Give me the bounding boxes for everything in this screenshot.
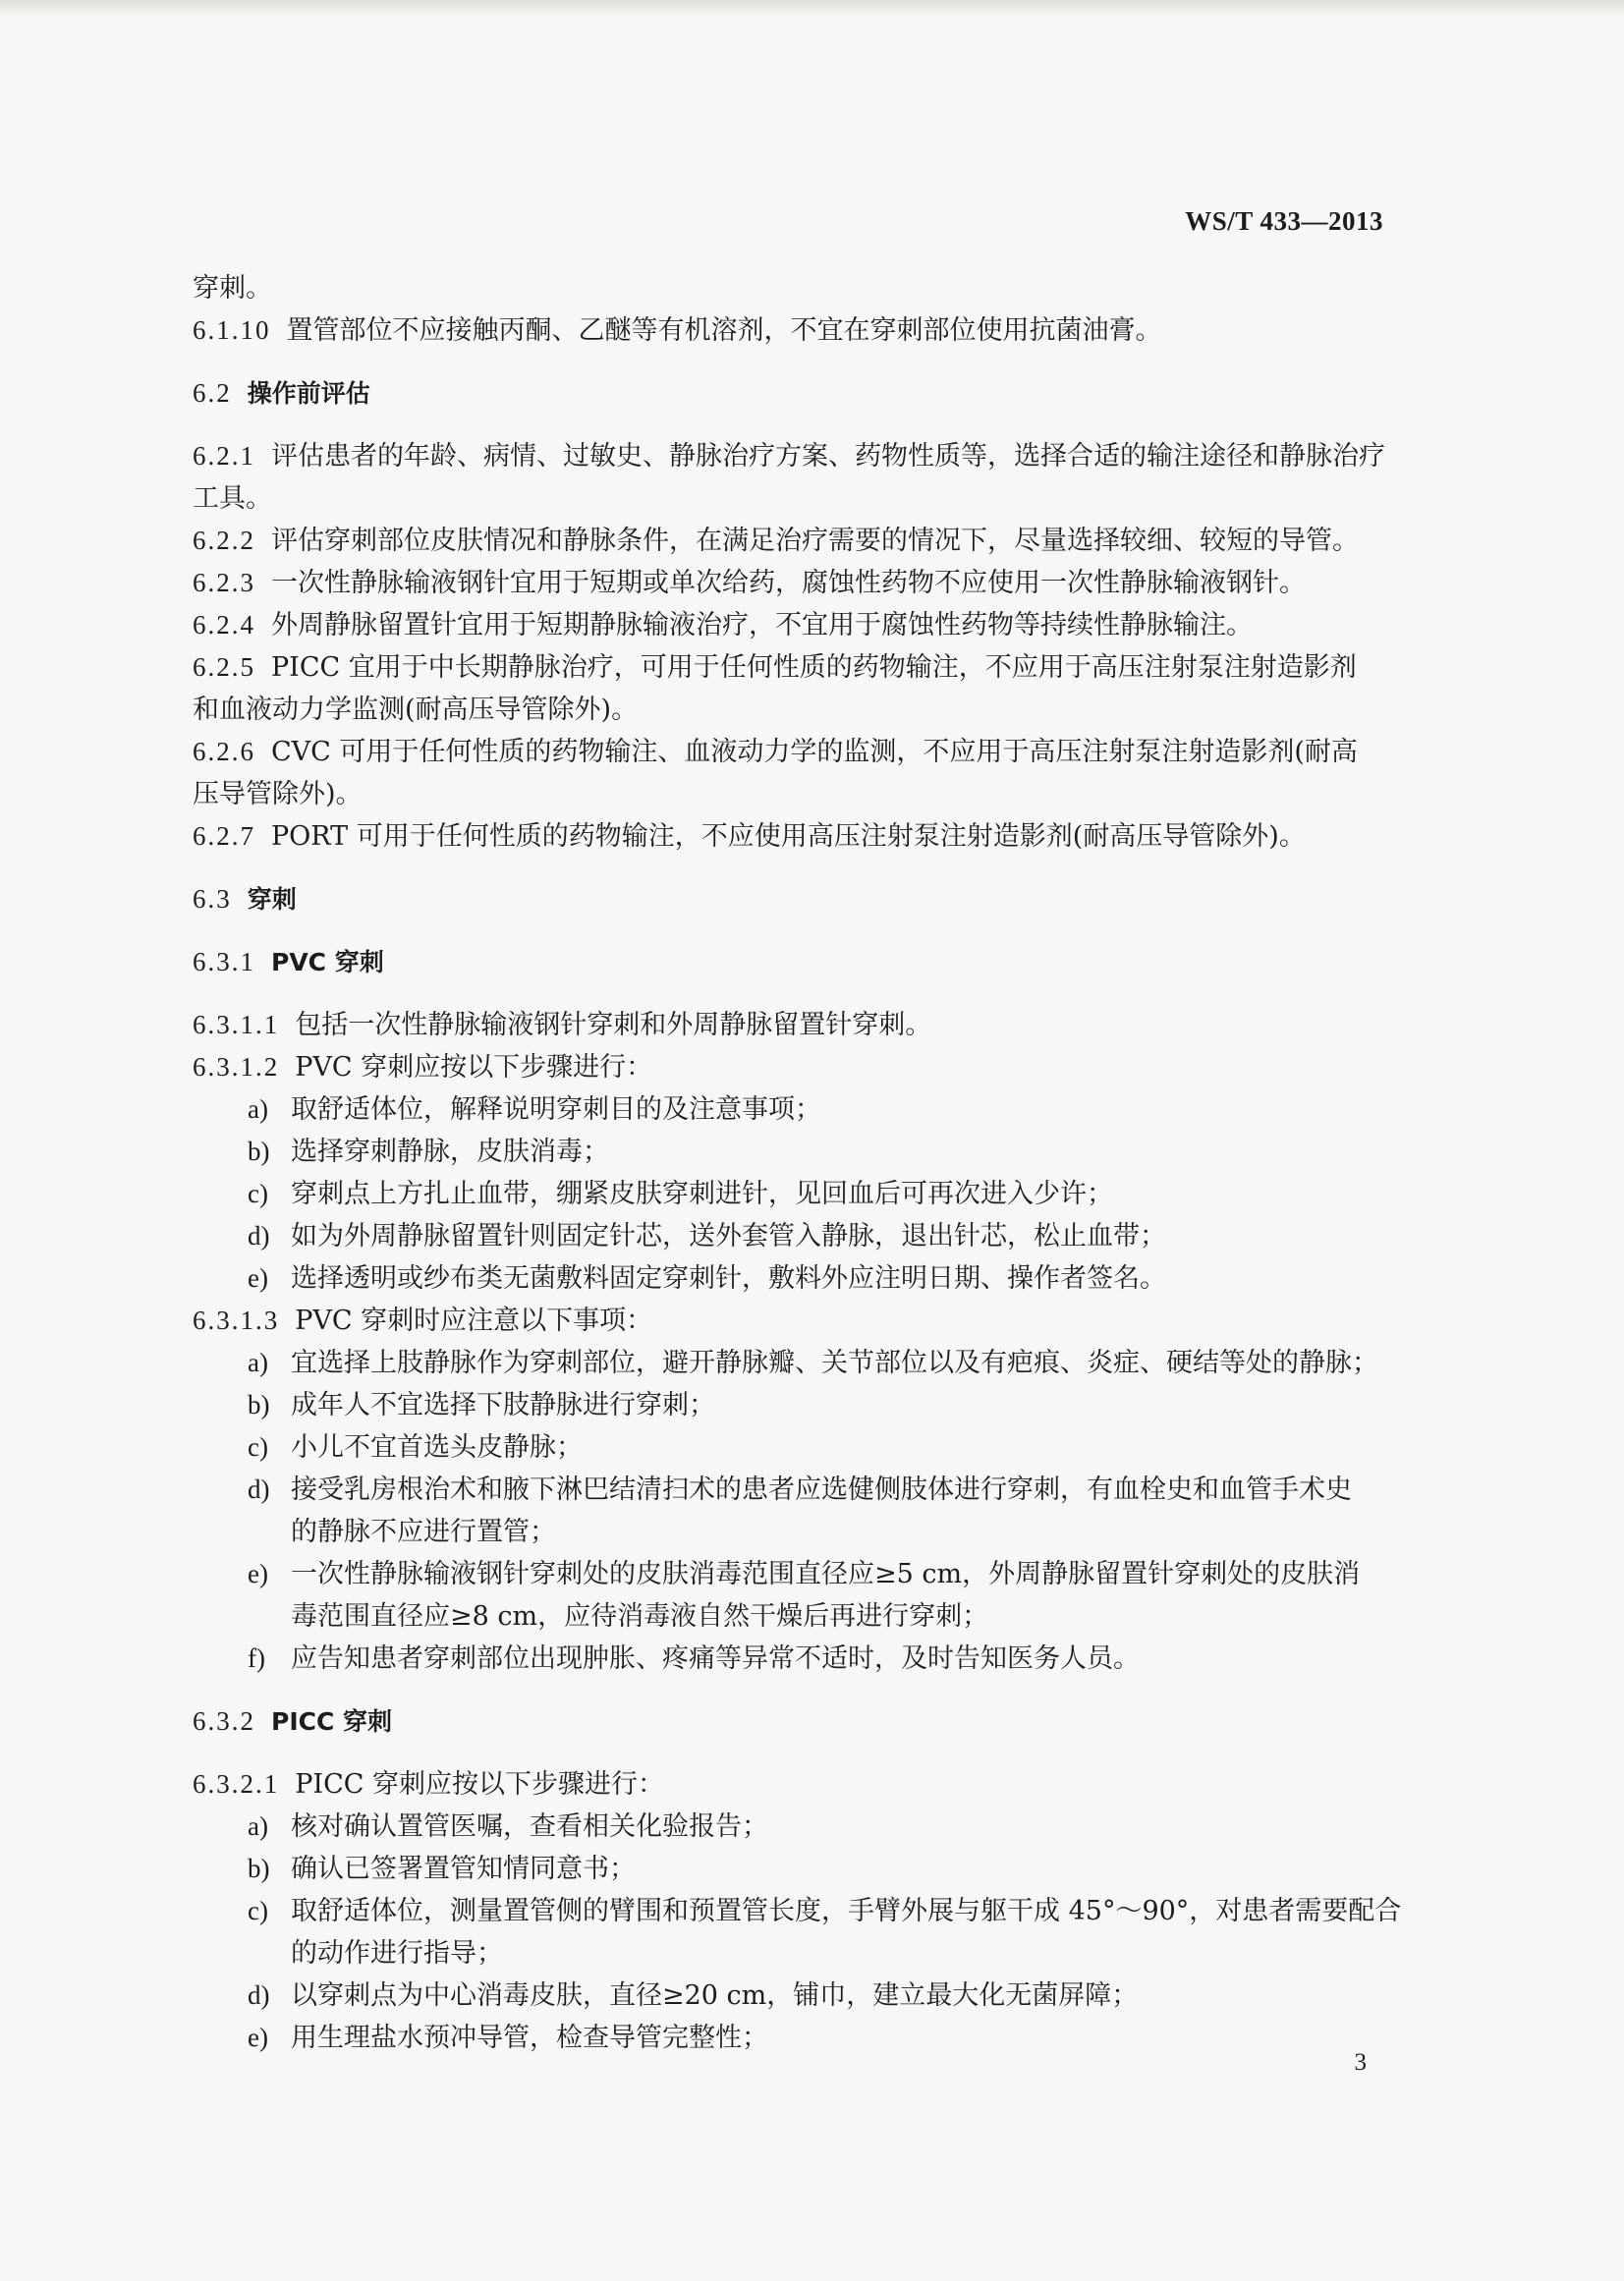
list-item <box>193 1384 1411 1426</box>
scan-edge-shadow <box>0 0 1624 16</box>
list-item-text: 成年人不宜选择下肢静脉进行穿刺； <box>291 1390 715 1420</box>
clause-continuation: 压导管除外)。 <box>193 779 363 809</box>
clause-text: 评估穿刺部位皮肤情况和静脉条件，在满足治疗需要的情况下，尽量选择较细、较短的导管。 <box>271 526 1359 556</box>
subsection-heading-6-3-2 <box>193 1700 1411 1743</box>
clause-6-3-1-3 <box>193 1300 1411 1342</box>
list-item-continuation <box>193 1511 1411 1553</box>
list-item-text: 穿刺点上方扎止血带，绷紧皮肤穿刺进针，见回血后可再次进入少许； <box>291 1179 1113 1209</box>
list-item <box>193 1342 1411 1384</box>
clause-continuation: 工具。 <box>193 483 272 514</box>
section-heading-6-3 <box>193 878 1411 920</box>
list-item-text: 以穿刺点为中心消毒皮肤，直径≥20 cm，铺巾，建立最大化无菌屏障； <box>291 1980 1139 2011</box>
list-item-text: 用生理盐水预冲导管，检查导管完整性； <box>291 2023 768 2053</box>
clause-6-2-1 <box>193 435 1411 477</box>
list-item <box>193 1088 1411 1131</box>
subsection-title: PVC 穿刺 <box>271 948 384 976</box>
list-marker: b) <box>248 1137 270 1166</box>
list-marker: a) <box>248 1094 268 1124</box>
list-item-continuation <box>193 1595 1411 1638</box>
clause-number: 6.2.2 <box>193 526 255 555</box>
clause-number: 6.2.7 <box>193 821 255 851</box>
clause-number: 6.2.5 <box>193 652 255 682</box>
clause-text: PICC 宜用于中长期静脉治疗，可用于任何性质的药物输注，不应用于高压注射泵注射造影剂 <box>271 652 1357 683</box>
clause-6-2-5 <box>193 646 1411 689</box>
standard-code-header: WS/T 433—2013 <box>1185 206 1383 236</box>
clause-number: 6.3.2.1 <box>193 1769 280 1799</box>
clause-text: PVC 穿刺应按以下步骤进行： <box>295 1052 653 1083</box>
clause-number: 6.2.1 <box>193 441 255 471</box>
clause-number: 6.2.3 <box>193 568 255 597</box>
list-item-text: 确认已签署置管知情同意书； <box>291 1854 636 1884</box>
clause-text: CVC 可用于任何性质的药物输注、血液动力学的监测，不应用于高压注射泵注射造影剂(耐高 <box>271 737 1358 767</box>
list-item-text: 核对确认置管医嘱，查看相关化验报告； <box>291 1811 768 1842</box>
list-item-text: 取舒适体位，测量置管侧的臂围和预置管长度，手臂外展与躯干成 45°～90°，对患者需要配合 <box>291 1896 1402 1926</box>
list-item-text: 选择透明或纱布类无菌敷料固定穿刺针，敷料外应注明日期、操作者签名。 <box>291 1263 1166 1294</box>
list-marker: b) <box>248 1390 270 1419</box>
list-item-text: 应告知患者穿刺部位出现肿胀、疼痛等异常不适时，及时告知医务人员。 <box>291 1643 1140 1674</box>
clause-continuation: 和血液动力学监测(耐高压导管除外)。 <box>193 695 639 725</box>
list-item <box>193 1131 1411 1173</box>
clause-text: 包括一次性静脉输液钢针穿刺和外周静脉留置针穿刺。 <box>295 1010 932 1040</box>
section-number: 6.2 <box>193 378 232 408</box>
clause-number: 6.3.1.2 <box>193 1052 280 1082</box>
clause-number: 6.3.1.1 <box>193 1010 280 1039</box>
list-marker: d) <box>248 1221 270 1251</box>
list-marker: a) <box>248 1348 268 1377</box>
list-item <box>193 1890 1411 1932</box>
clause-6-3-2-1 <box>193 1763 1411 1806</box>
list-item <box>193 1975 1411 2017</box>
list-marker: e) <box>248 1263 268 1293</box>
clause-6-2-3 <box>193 562 1411 604</box>
subsection-number: 6.3.2 <box>193 1706 255 1736</box>
list-item <box>193 1215 1411 1257</box>
list-item-text: 毒范围直径应≥8 cm，应待消毒液自然干燥后再进行穿刺； <box>291 1601 989 1632</box>
list-marker: a) <box>248 1811 268 1841</box>
clause-number: 6.2.4 <box>193 610 255 640</box>
section-title: 操作前评估 <box>247 379 370 408</box>
clause-number: 6.1.10 <box>193 315 271 345</box>
list-item-text: 宜选择上肢静脉作为穿刺部位，避开静脉瓣、关节部位以及有疤痕、炎症、硬结等处的静脉； <box>291 1348 1378 1378</box>
clause-6-1-10 <box>193 309 1411 352</box>
clause-6-3-1-1 <box>193 1004 1411 1046</box>
list-marker: d) <box>248 1980 270 2010</box>
section-title: 穿刺 <box>247 885 297 914</box>
continued-text: 穿刺。 <box>193 273 272 304</box>
subsection-title: PICC 穿刺 <box>271 1707 393 1736</box>
list-item-text: 的静脉不应进行置管； <box>291 1517 556 1547</box>
list-item <box>193 1848 1411 1890</box>
clause-number: 6.2.6 <box>193 737 255 766</box>
page-number: 3 <box>1354 2049 1367 2076</box>
document-body <box>193 267 1411 2059</box>
clause-text: 一次性静脉输液钢针宜用于短期或单次给药，腐蚀性药物不应使用一次性静脉输液钢针。 <box>271 568 1306 598</box>
list-marker: b) <box>248 1854 270 1883</box>
section-number: 6.3 <box>193 884 232 914</box>
list-item-text: 选择穿刺静脉，皮肤消毒； <box>291 1137 609 1167</box>
section-heading-6-2 <box>193 372 1411 415</box>
clause-number: 6.3.1.3 <box>193 1306 280 1335</box>
list-item-text: 接受乳房根治术和腋下淋巴结清扫术的患者应选健侧肢体进行穿刺，有血栓史和血管手术史 <box>291 1474 1352 1505</box>
list-item <box>193 1806 1411 1848</box>
clause-6-2-2 <box>193 520 1411 562</box>
list-marker: e) <box>248 2023 268 2052</box>
list-item-text: 小儿不宜首选头皮静脉； <box>291 1432 583 1463</box>
list-item-text: 如为外周静脉留置针则固定针芯，送外套管入静脉，退出针芯，松止血带； <box>291 1221 1166 1252</box>
list-item <box>193 1426 1411 1469</box>
list-item <box>193 1173 1411 1215</box>
clause-6-2-7 <box>193 815 1411 858</box>
clause-6-2-6 <box>193 731 1411 773</box>
list-item-text: 的动作进行指导； <box>291 1938 503 1969</box>
list-marker: d) <box>248 1474 270 1504</box>
clause-text: PORT 可用于任何性质的药物输注，不应使用高压注射泵注射造影剂(耐高压导管除外)。 <box>271 821 1306 852</box>
clause-6-2-4 <box>193 604 1411 646</box>
subsection-heading-6-3-1 <box>193 941 1411 983</box>
list-marker: c) <box>248 1179 268 1208</box>
list-item-continuation <box>193 1932 1411 1975</box>
list-marker: f) <box>248 1643 265 1673</box>
list-marker: c) <box>248 1896 268 1925</box>
list-marker: c) <box>248 1432 268 1462</box>
clause-text: 评估患者的年龄、病情、过敏史、静脉治疗方案、药物性质等，选择合适的输注途径和静脉治疗 <box>271 441 1385 472</box>
clause-text: PVC 穿刺时应注意以下事项： <box>295 1306 653 1336</box>
clause-text: 外周静脉留置针宜用于短期静脉输液治疗，不宜用于腐蚀性药物等持续性静脉输注。 <box>271 610 1253 640</box>
list-item <box>193 1257 1411 1300</box>
list-item <box>193 1469 1411 1511</box>
list-item-text: 取舒适体位，解释说明穿刺目的及注意事项； <box>291 1094 821 1125</box>
list-marker: e) <box>248 1559 268 1588</box>
list-item <box>193 1638 1411 1680</box>
clause-text: PICC 穿刺应按以下步骤进行： <box>295 1769 664 1800</box>
list-item-text: 一次性静脉输液钢针穿刺处的皮肤消毒范围直径应≥5 cm，外周静脉留置针穿刺处的皮肤消 <box>291 1559 1361 1589</box>
clause-6-3-1-2 <box>193 1046 1411 1088</box>
list-item <box>193 2017 1411 2059</box>
list-item <box>193 1553 1411 1595</box>
subsection-number: 6.3.1 <box>193 947 255 976</box>
clause-text: 置管部位不应接触丙酮、乙醚等有机溶剂，不宜在穿刺部位使用抗菌油膏。 <box>286 315 1162 346</box>
